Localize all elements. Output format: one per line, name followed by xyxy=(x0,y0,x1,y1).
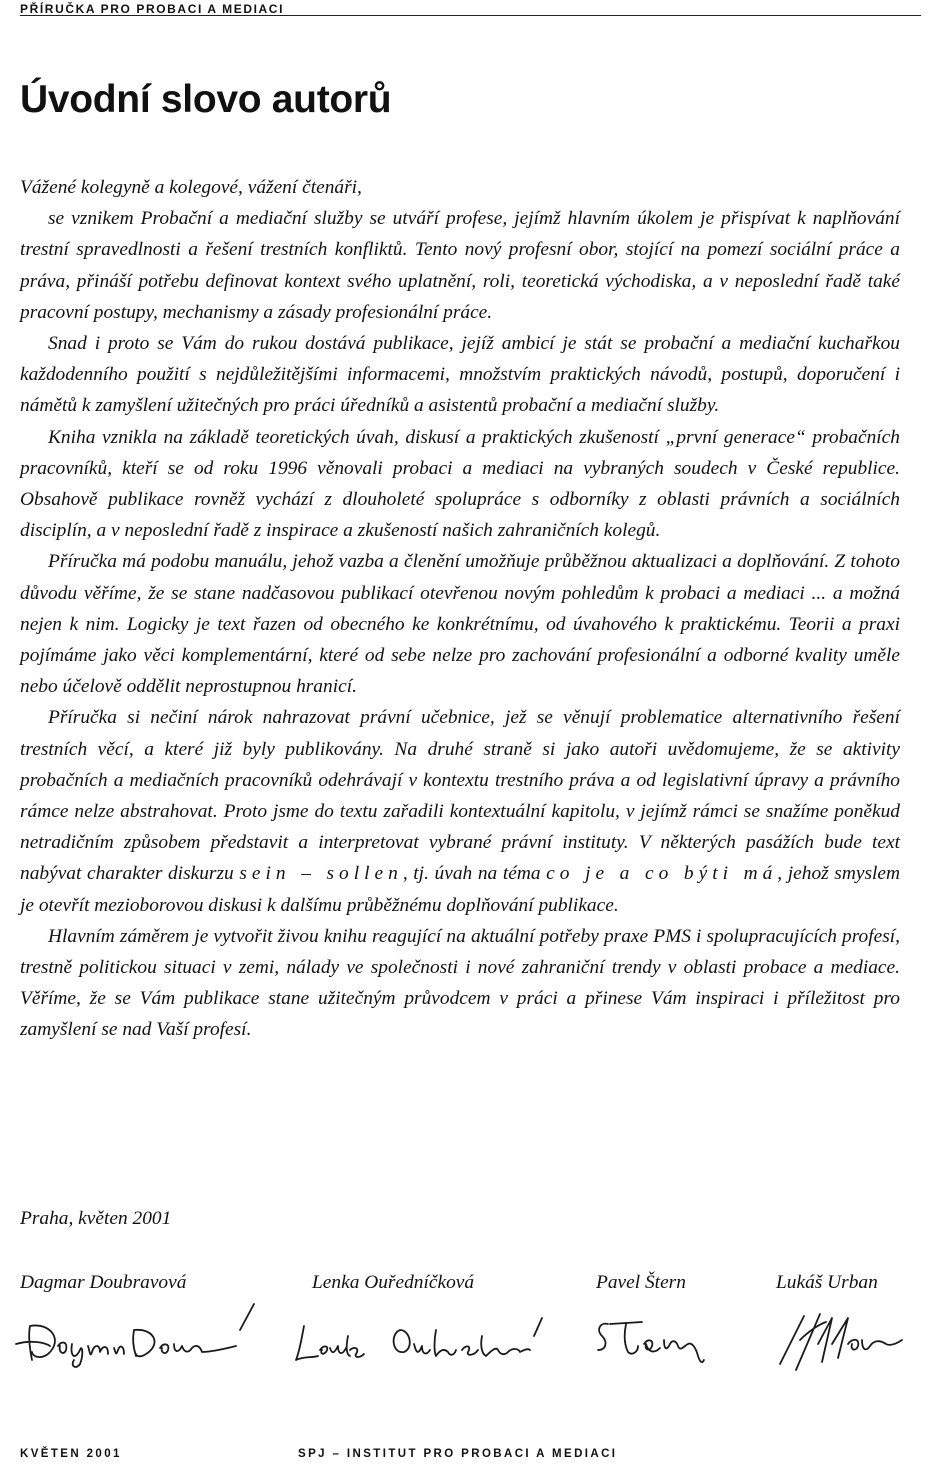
spaced-term-sein-sollen: sein – sollen xyxy=(239,863,403,885)
paragraph-5-text-b: , tj. úvah na téma xyxy=(402,863,541,885)
paragraph-2: Snad i proto se Vám do rukou dostává publikace, jejíž ambicí je stát se probační a mediační kuchařkou každodenního použití s nejdůležitějšími informacemi, množstvím praktických návodů, postupů, doporučení i námětů k zamyšlení užitečných pro práci úředníků a asistentů probační a mediační služby. xyxy=(20,333,900,417)
header-rule xyxy=(20,15,921,16)
spaced-term-co-je: co je a co býti má xyxy=(546,863,778,885)
page-title: Úvodní slovo autorů xyxy=(20,78,392,121)
salutation: Vážené kolegyně a kolegové, vážení čtenáři, xyxy=(20,177,362,198)
author-name-doubravova: Dagmar Doubravová xyxy=(20,1272,187,1293)
paragraph-5-text-c: , jehož smyslem je otevřít mezioborovou diskusi k dalšímu průběžnému doplňování publikace. xyxy=(20,863,900,916)
paragraph-1: se vznikem Probační a mediační služby se utváří profese, jejímž hlavním úkolem je přispívat k naplňování trestní spravedlnosti a řešení trestních konfliktů. Tento nový profesní obor, stojící na pomezí sociální práce a práva, přináší potřebu definovat kontext svého uplatnění, roli, teoretická východiska, a v neposlední řadě také pracovní postupy, mechanismy a zásady profesionální práce. xyxy=(20,208,900,323)
paragraph-5-text-a: Příručka si nečiní nárok nahrazovat právní učebnice, jež se věnují problematice alternativního řešení trestních věcí, a které již byly publikovány. Na druhé straně si jako autoři uvědomujeme, že se aktivity probačních a mediačních pracovníků odehrávají v kontextu trestního práva a od legislativní úpravy a právního rámce nelze abstrahovat. Proto jsme do textu zařadili kontextuální kapitolu, v jejímž rámci se snažíme poněkud netradičním způsobem představit a interpretovat vybrané právní instituty. V některých pasážích bude text nabývat charakter diskurzu xyxy=(20,707,900,885)
footer-date: KVĚTEN 2001 xyxy=(20,1448,122,1460)
author-name-ourednickova: Lenka Ouředníčková xyxy=(312,1272,475,1293)
signature-doubravova xyxy=(10,1300,260,1370)
paragraph-5 xyxy=(20,702,900,920)
paragraph-3: Kniha vznikla na základě teoretických úvah, diskusí a praktických zkušeností „první generace“ probačních pracovníků, kteří se od roku 1996 věnovali probaci a mediaci na vybraných soudech v České republice. Obsahově publikace rovněž vychází z dlouholeté spolupráce s odborníky z oblasti právních a sociálních disciplín, a v neposlední řadě z inspirace a zkušeností našich zahraničních kolegů. xyxy=(20,426,900,542)
foreword-body xyxy=(20,172,900,1046)
paragraph-6: Hlavním záměrem je vytvořit živou knihu reagující na aktuální potřeby praxe PMS i spolupracujících profesí, trestně politickou situaci v zemi, nálady ve společnosti i nové zahraniční trendy v oblasti probace a mediace. Věříme, že se Vám publikace stane užitečným průvodcem v práci a přinese Vám inspiraci i příležitost pro zamyšlení se nad Vaší profesí. xyxy=(20,925,900,1041)
running-header: PŘÍRUČKA PRO PROBACI A MEDIACI xyxy=(20,2,285,16)
author-name-urban: Lukáš Urban xyxy=(776,1272,878,1293)
signature-urban xyxy=(770,1300,910,1380)
author-name-stern: Pavel Štern xyxy=(596,1272,686,1293)
footer-publisher: SPJ – INSTITUT PRO PROBACI A MEDIACI xyxy=(298,1448,618,1460)
paragraph-4: Příručka má podobu manuálu, jehož vazba a členění umožňuje průběžnou aktualizaci a doplňování. Z tohoto důvodu věříme, že se stane nadčasovou publikací otevřenou novým pohledům k probaci a mediaci ... a možná nejen k nim. Logicky je text řazen od obecného ke konkrétnímu, od úvahového k praktickému. Teorii a praxi pojímáme jako věci komplementární, které od sebe nelze pro zachování profesionální a odborné kvality uměle nebo účelově oddělit neprostupnou hranicí. xyxy=(20,551,900,698)
signature-stern xyxy=(590,1300,730,1370)
place-date: Praha, květen 2001 xyxy=(20,1208,172,1229)
signature-ourednickova xyxy=(290,1300,560,1370)
